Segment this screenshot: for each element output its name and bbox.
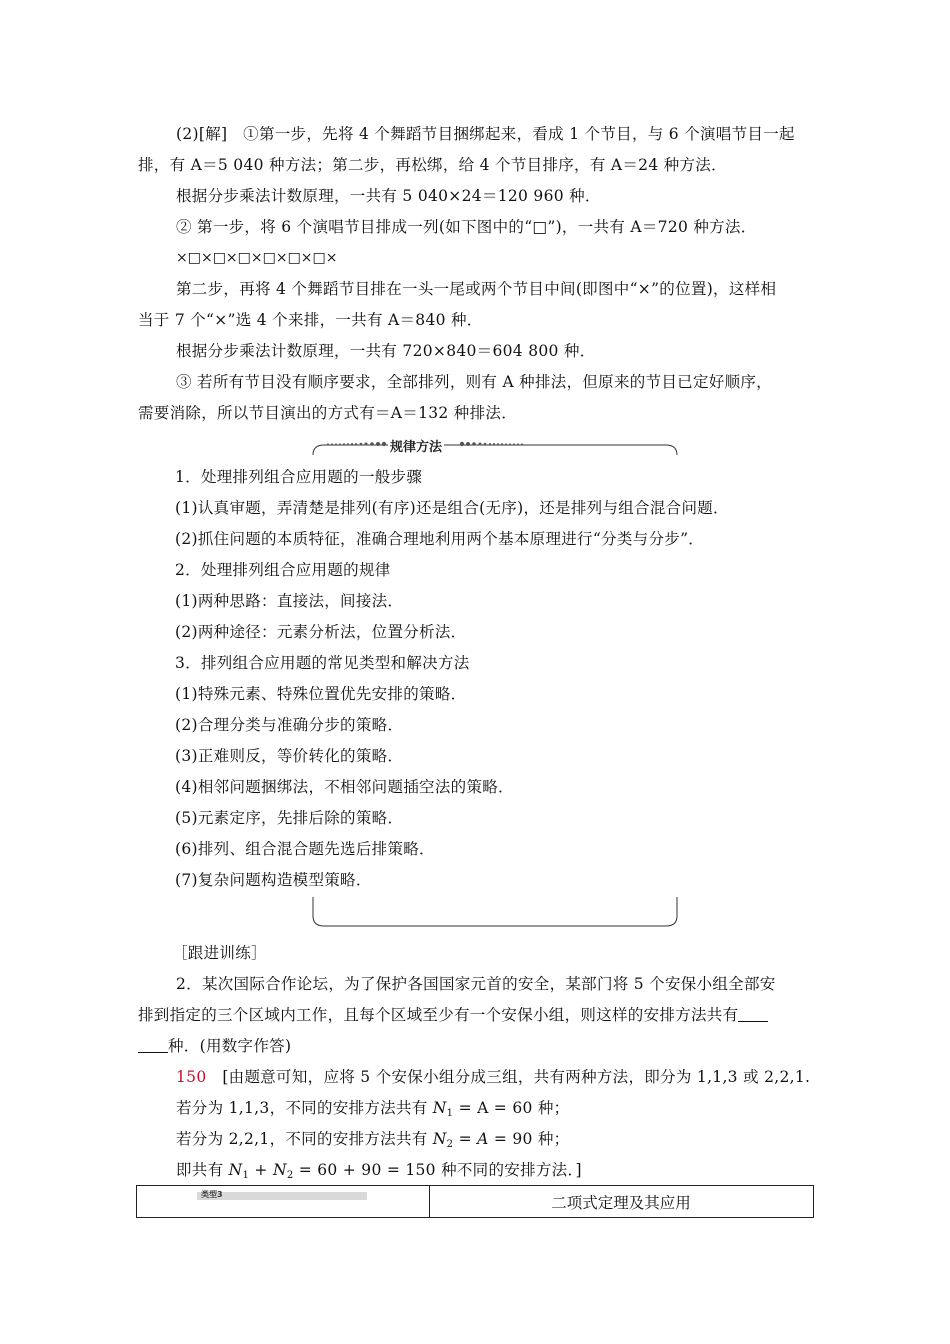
method-box-title: 规律方法 <box>388 436 444 455</box>
method-item: (6)排列、组合混合题先选后排策略． <box>175 840 435 858</box>
section-type-bar <box>136 1185 814 1218</box>
question-text: 种．(用数字作答) <box>168 1037 292 1055</box>
n1-symbol: N <box>432 1099 447 1117</box>
method-box-bottom-frame <box>312 896 678 928</box>
answer-text: = 90 种； <box>488 1130 570 1148</box>
n1-subscript: 1 <box>446 1108 454 1119</box>
answer-text: [由题意可知，应将 5 个安保小组分成三组，共有两种方法，即分为 1,1,3 或 2,2,1. <box>222 1068 811 1086</box>
question-line: 2．某次国际合作论坛，为了保护各国国家元首的安全，某部门将 5 个安保小组全部安 <box>176 975 776 993</box>
a-symbol: A <box>477 1130 489 1148</box>
method-item: (4)相邻问题捆绑法，不相邻问题插空法的策略． <box>175 778 514 796</box>
answer-value: 150 <box>176 1068 207 1086</box>
n2-subscript: 2 <box>286 1170 294 1181</box>
solution-line: 排，有 A＝5 040 种方法；第二步，再松绑，给 4 个节目排序，有 A＝24 种方法． <box>138 156 727 174</box>
question-line <box>138 1005 768 1025</box>
method-item: (1)认真审题，弄清楚是排列(有序)还是组合(无序)，还是排列与组合混合问题． <box>175 499 729 517</box>
n1-symbol: N <box>228 1161 243 1179</box>
solution-line: 当于 7 个“×”选 4 个来排，一共有 A＝840 种． <box>138 311 483 329</box>
section-title: 二项式定理及其应用 <box>551 1194 691 1212</box>
method-item: (1)特殊元素、特殊位置优先安排的策略． <box>175 685 467 703</box>
practice-heading: ［跟进训练］ <box>172 944 267 962</box>
type-label-banner <box>197 1192 367 1200</box>
answer-text: 即共有 <box>176 1161 229 1179</box>
answer-text: = A = 60 种； <box>453 1099 570 1117</box>
answer-text: 若分为 1,1,3，不同的安排方法共有 <box>176 1099 433 1117</box>
method-box-right-dots <box>458 441 526 447</box>
plus-sign: + <box>249 1161 273 1179</box>
solution-line: (2)[解] ①第一步，先将 4 个舞蹈节目捆绑起来，看成 1 个节目，与 6 个演唱节目一起 <box>176 125 795 143</box>
solution-line: 第二步，再将 4 个舞蹈节目排在一头一尾或两个节目中间(即图中“×”的位置)，这样相 <box>176 280 777 298</box>
answer-line <box>176 1160 582 1186</box>
n2-symbol: N <box>272 1161 287 1179</box>
n2-subscript: 2 <box>446 1139 454 1150</box>
answer-line <box>176 1067 810 1087</box>
method-item: 2．处理排列组合应用题的规律 <box>175 561 391 579</box>
method-item: (7)复杂问题构造模型策略． <box>175 871 372 889</box>
method-item: 1．处理排列组合应用题的一般步骤 <box>175 468 423 486</box>
answer-blank <box>138 1038 168 1053</box>
method-item: (2)两种途径：元素分析法，位置分析法． <box>175 623 467 641</box>
method-item: (5)元素定序，先排后除的策略． <box>175 809 404 827</box>
solution-line: ② 第一步，将 6 个演唱节目排成一列(如下图中的“□”)，一共有 A＝720 种方法． <box>176 218 757 236</box>
question-line <box>138 1036 291 1056</box>
type-label: 类型3 <box>201 1190 223 1199</box>
answer-blank <box>738 1007 768 1022</box>
answer-text: = 60 + 90 = 150 种不同的安排方法．] <box>293 1161 582 1179</box>
answer-line: 若分为 2,2,1，不同的安排方法共有 $N_2 = A = 90$ 种； <box>176 1130 570 1150</box>
solution-line: 需要消除，所以节目演出的方式有＝A＝132 种排法． <box>138 404 518 422</box>
solution-line: 根据分步乘法计数原理，一共有 720×840＝604 800 种． <box>176 342 596 360</box>
solution-line: 根据分步乘法计数原理，一共有 5 040×24＝120 960 种． <box>176 187 601 205</box>
answer-line <box>176 1098 569 1124</box>
method-box-left-dots <box>326 441 388 447</box>
method-item: (2)合理分类与准确分步的策略． <box>175 716 404 734</box>
n1-subscript: 1 <box>242 1170 250 1181</box>
method-item: (1)两种思路：直接法，间接法． <box>175 592 404 610</box>
method-item: (3)正难则反，等价转化的策略． <box>175 747 404 765</box>
seat-diagram: ×□×□×□×□×□×□× <box>176 250 338 266</box>
method-item: (2)抓住问题的本质特征，准确合理地利用两个基本原理进行“分类与分步”． <box>175 530 705 548</box>
answer-text: 若分为 2,2,1，不同的安排方法共有 <box>176 1130 433 1148</box>
n2-symbol: N <box>432 1130 447 1148</box>
solution-line: ③ 若所有节目没有顺序要求，全部排列，则有 A 种排法，但原来的节目已定好顺序， <box>176 373 772 391</box>
question-text: 排到指定的三个区域内工作，且每个区域至少有一个安保小组，则这样的安排方法共有 <box>138 1006 739 1024</box>
method-item: 3．排列组合应用题的常见类型和解决方法 <box>175 654 470 672</box>
